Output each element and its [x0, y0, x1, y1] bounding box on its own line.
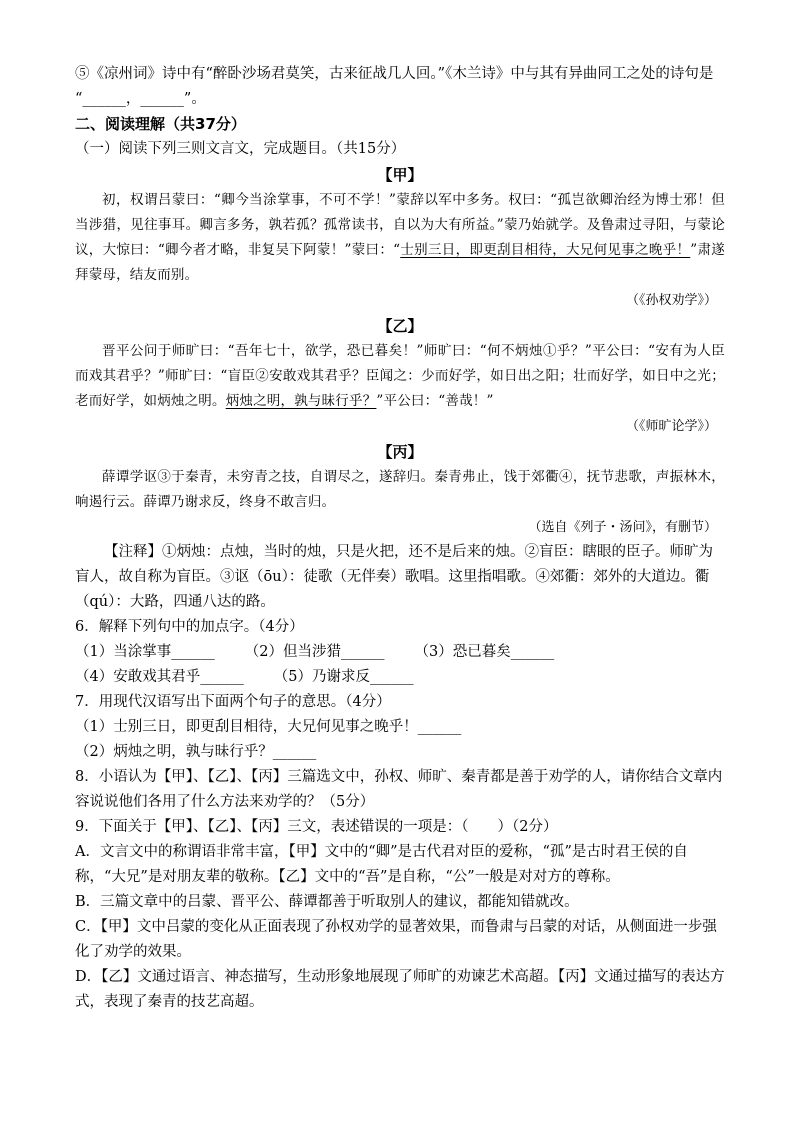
part1-intro: （一）阅读下列三则文言文，完成题目。（共15分） — [75, 141, 406, 157]
jia-text — [75, 188, 725, 288]
yi-heading: 【乙】 — [377, 317, 423, 335]
jia-text-end: ”肃遂拜蒙母，结友而别。 — [75, 242, 725, 283]
q7-item-1: （1）士别三日，即更刮目相待，大兄何见事之晚乎！______ — [75, 719, 462, 735]
q9-stem: 9．下面关于【甲】、【乙】、【丙】三文，表述错误的一项是：（ ）（2分） — [75, 819, 558, 835]
q6-item-4: （4）安敢戏其君乎______ — [75, 669, 244, 685]
q9-option-c: C．【甲】文中吕蒙的变化从正面表现了孙权劝学的显著效果，而鲁肃与吕蒙的对话，从侧面进一步强化了劝学的效果。 — [75, 919, 717, 960]
yi-text-end: ”平公曰：“善哉！” — [376, 393, 494, 409]
q6-row1 — [75, 640, 725, 665]
exam-page — [75, 62, 725, 1015]
q9-option-d: D．【乙】文通过语言、神态描写，生动形象地展现了师旷的劝谏艺术高超。【丙】文通过描写的表达方式，表现了秦青的技艺高超。 — [75, 969, 725, 1010]
jia-text-main: 初，权谓吕蒙曰：“卿今当涂掌事，不可不学！”蒙辞以军中多务。权曰：“孤岂欲卿治经为博士邪！但当涉猎，见往事耳。卿言多务，孰若孤？孤常读书，自以为大有所益。”蒙乃始就学。及鲁肃过寻阳，与蒙论议，大惊曰：“卿今者才略，非复吴下阿蒙！”蒙曰：“ — [75, 192, 725, 258]
q5-line1: ⑤《凉州词》诗中有“醉卧沙场君莫笑，古来征战几人回。”《木兰诗》中与其有异曲同工之处的诗句是 — [75, 66, 714, 82]
q9-option-a: A．文言文中的称谓语非常丰富，【甲】文中的“卿”是古代君对臣的爱称，“孤”是古时君王侯的自称，“大兄”是对朋友辈的敬称。【乙】文中的“吾”是自称，“公”一般是对对方的尊称。 — [75, 844, 688, 885]
jia-heading: 【甲】 — [377, 166, 423, 184]
yi-text-main: 晋平公问于师旷曰：“吾年七十，欲学，恐已暮矣！”师旷曰：“何不炳烛①乎？”平公曰：“安有为人臣而戏其君乎？”师旷曰：“盲臣②安敢戏其君乎？臣闻之：少而好学，如日出之阳；壮而好学，如日中之光；老而好学，如炳烛之明。 — [75, 343, 725, 409]
q6-item-5: （5）乃谢求反______ — [273, 669, 414, 685]
q6-row2 — [75, 665, 725, 690]
jia-source: （《孙权劝学》） — [625, 293, 717, 308]
bing-heading: 【丙】 — [377, 443, 423, 461]
q9-option-b: B．三篇文章中的吕蒙、晋平公、薛谭都善于听取别人的建议，都能知错就改。 — [75, 894, 579, 910]
q6-item-1: （1）当涂掌事______ — [75, 644, 215, 660]
bing-text: 薛谭学讴③于秦青，未穷青之技，自谓尽之，遂辞归。秦青弗止，饯于郊衢④，抚节悲歌，声振林木，响遏行云。薛谭乃谢求反，终身不敢言归。 — [75, 469, 725, 510]
jia-underlined-sentence: 士别三日，即更刮目相待，大兄何见事之晚乎！ — [400, 242, 691, 258]
q6-stem: 6．解释下列句中的加点字。（4分） — [75, 619, 304, 635]
q6-item-3: （3）恐已暮矣______ — [414, 644, 555, 660]
q8: 8．小语认为【甲】、【乙】、【丙】三篇选文中，孙权、师旷、秦青都是善于劝学的人，请你结合文章内容说说他们各用了什么方法来劝学的？（5分） — [75, 769, 723, 810]
section2-title: 二、阅读理解（共37分） — [75, 115, 246, 133]
q6-item-2: （2）但当涉猎______ — [244, 644, 385, 660]
q5-blank-line: “______，______”。 — [75, 91, 206, 107]
q7-item-2: （2）炳烛之明，孰与昧行乎？______ — [75, 744, 317, 760]
bing-source: （选自《列子・汤问》，有删节） — [528, 520, 717, 535]
yi-underlined-sentence: 炳烛之明，孰与昧行乎？ — [225, 393, 377, 409]
annotations: 【注释】①炳烛：点烛，当时的烛，只是火把，还不是后来的烛。②盲臣：瞎眼的臣子。师旷为盲人，故自称为盲臣。③讴（ōu）：徒歌（无伴奏）歌唱。这里指唱歌。④郊衢：郊外的大道边。衢（qú）：大路，四通八达的路。 — [75, 544, 713, 610]
q7-stem: 7．用现代汉语写出下面两个句子的意思。（4分） — [75, 694, 391, 710]
yi-source: （《师旷论学》） — [625, 419, 717, 434]
yi-text — [75, 339, 725, 414]
